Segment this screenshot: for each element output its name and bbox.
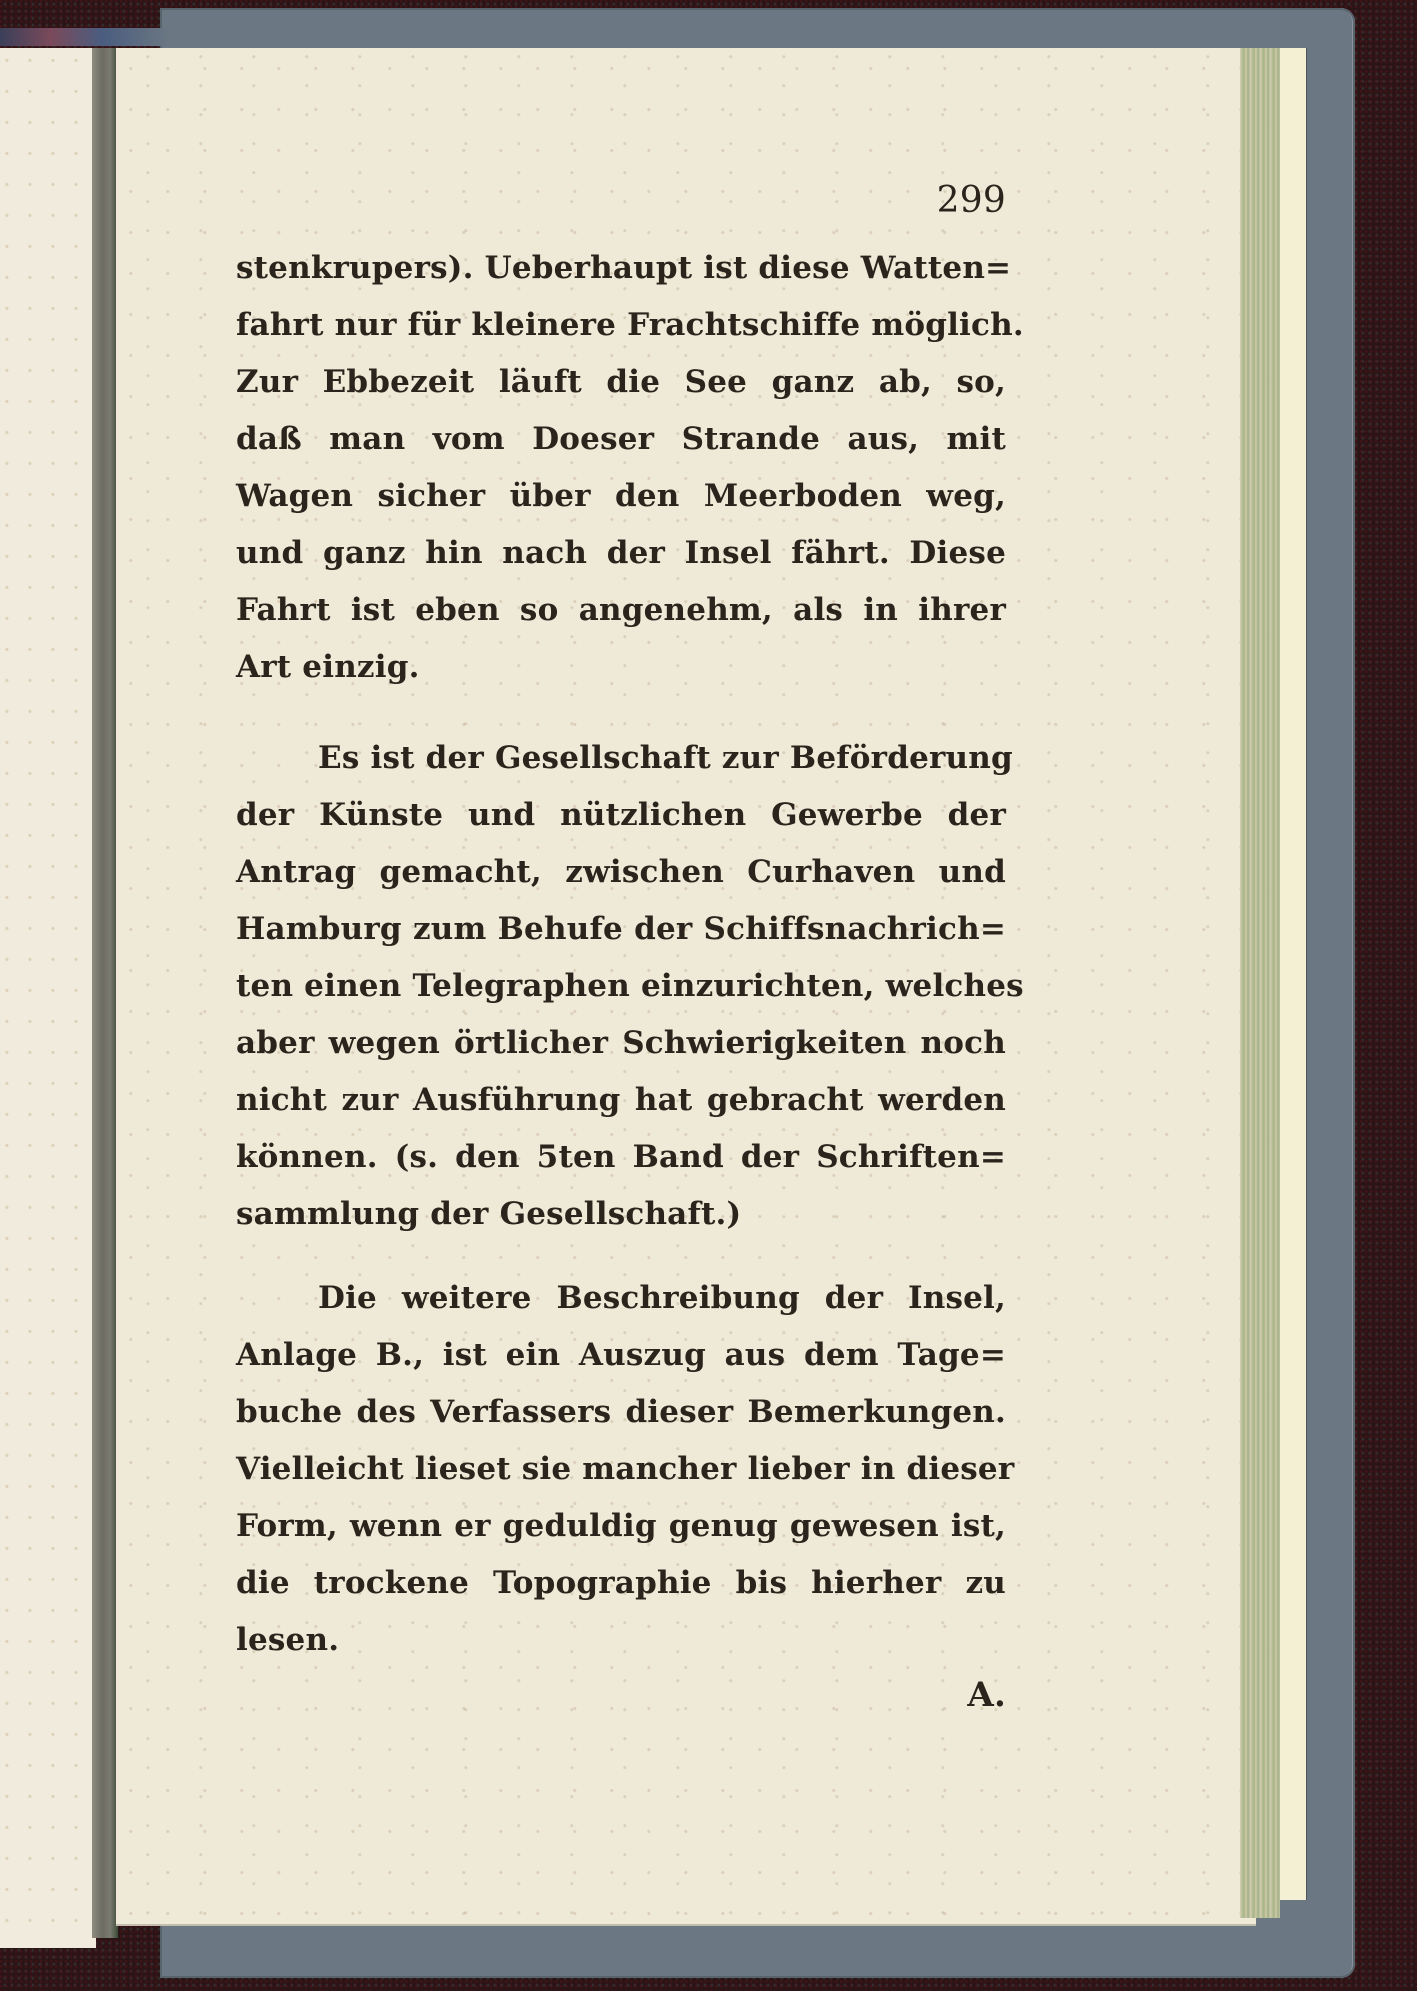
- text-line: ten einen Telegraphen einzurichten, welches: [236, 968, 1024, 1004]
- text-line: Anlage B., ist ein Auszug aus dem Tage=: [236, 1337, 1006, 1373]
- text-line: lesen.: [236, 1622, 340, 1658]
- book-headband: [0, 28, 170, 46]
- text-line: stenkrupers). Ueberhaupt ist diese Watten=: [236, 250, 1012, 286]
- author-signature: A.: [967, 1675, 1006, 1715]
- text-line: fahrt nur für kleinere Frachtschiffe möglich.: [236, 307, 1024, 343]
- text-line: Es ist der Gesellschaft zur Beförderung: [318, 740, 1013, 776]
- text-line: Antrag gemacht, zwischen Curhaven und: [236, 854, 1006, 890]
- page-fore-edge: [1280, 48, 1307, 1900]
- text-line: Hamburg zum Behufe der Schiffsnachrich=: [236, 911, 1006, 947]
- text-line: Form, wenn er geduldig genug gewesen ist,: [236, 1508, 1006, 1544]
- text-line: können. (s. den 5ten Band der Schriften=: [236, 1139, 1006, 1175]
- text-line: Die weitere Beschreibung der Insel,: [318, 1280, 1006, 1316]
- text-line: daß man vom Doeser Strande aus, mit: [236, 421, 1006, 457]
- text-line: sammlung der Gesellschaft.): [236, 1196, 742, 1232]
- text-line: der Künste und nützlichen Gewerbe der: [236, 797, 1006, 833]
- text-line: Vielleicht lieset sie mancher lieber in dieser: [236, 1451, 1015, 1487]
- book-gutter: [92, 48, 118, 1938]
- left-page-edge: [0, 48, 96, 1948]
- text-line: Zur Ebbezeit läuft die See ganz ab, so,: [236, 364, 1006, 400]
- page-edges: [1240, 48, 1280, 1918]
- paragraph-2: [236, 730, 1024, 1243]
- text-line: nicht zur Ausführung hat gebracht werden: [236, 1082, 1006, 1118]
- text-line: buche des Verfassers dieser Bemerkungen.: [236, 1394, 1006, 1430]
- text-line: Fahrt ist eben so angenehm, als in ihrer: [236, 592, 1006, 628]
- paragraph-3: [236, 1270, 1015, 1669]
- text-line: Art einzig.: [236, 649, 420, 685]
- paragraph-1: [236, 240, 1024, 696]
- text-line: Wagen sicher über den Meerboden weg,: [236, 478, 1006, 514]
- page-number: 299: [936, 180, 1006, 221]
- text-line: aber wegen örtlicher Schwierigkeiten noch: [236, 1025, 1006, 1061]
- text-line: die trockene Topographie bis hierher zu: [236, 1565, 1006, 1601]
- text-line: und ganz hin nach der Insel fährt. Diese: [236, 535, 1006, 571]
